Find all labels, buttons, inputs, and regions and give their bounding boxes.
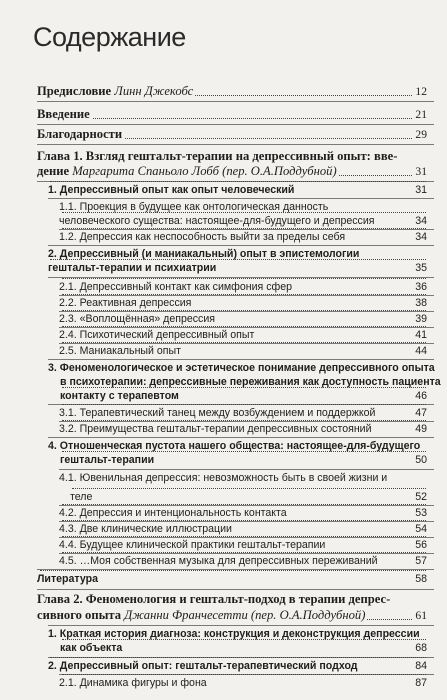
entry-title: 2.4. Психотический депрессивный опыт xyxy=(59,329,255,341)
page-number: 61 xyxy=(415,609,427,622)
entry-title: 4. Отношенческая пустота нашего общества: настоящее-для-будущего xyxy=(48,440,421,452)
page-number: 44 xyxy=(415,345,427,357)
page-number: 34 xyxy=(415,231,427,243)
divider xyxy=(59,295,434,296)
divider xyxy=(59,421,434,422)
page-number: 38 xyxy=(415,297,427,309)
entry-author: Маргарита Спаньоло Лобб (пер. О.А.Поддубной) xyxy=(69,164,337,178)
divider xyxy=(59,553,434,554)
page-number: 84 xyxy=(415,660,427,672)
page-number: 31 xyxy=(415,165,427,178)
entry-title: дение xyxy=(37,164,70,178)
entry-title: 4.4. Будущее клинической практики гештальт-терапии xyxy=(59,539,326,551)
divider xyxy=(48,245,434,246)
entry-title: Благодарности xyxy=(37,127,123,141)
entry-author: Джанни Франчесетти (пер. О.А.Поддубной) xyxy=(121,608,366,622)
divider xyxy=(48,625,434,626)
entry-title: 4.1. Ювенильная депрессия: невозможность быть в своей жизни и xyxy=(59,472,388,484)
entry-title: сивного опыта xyxy=(37,608,122,622)
divider xyxy=(59,469,434,470)
entry-title: 2.5. Маниакальный опыт xyxy=(59,345,181,357)
chapter-2-title-line1[interactable] xyxy=(0,593,447,608)
divider xyxy=(59,327,434,328)
entry-title: гештальт-терапии xyxy=(60,454,155,466)
entry-title: 2.1. Депрессивный контакт как симфония сфер xyxy=(59,281,293,293)
page-number: 87 xyxy=(415,677,427,689)
page-number: 57 xyxy=(415,555,427,567)
divider xyxy=(37,144,434,145)
entry-title: 1.1. Проекция в будущее как онтологическая данность xyxy=(59,201,329,213)
page-number: 58 xyxy=(415,573,427,585)
entry-title: 4.3. Две клинические иллюстрации xyxy=(59,523,232,535)
page-number: 49 xyxy=(415,423,427,435)
page-number: 31 xyxy=(415,184,427,196)
page-title: Содержание xyxy=(33,22,186,52)
divider xyxy=(48,437,434,438)
divider xyxy=(37,101,434,102)
entry-title: 2. Депрессивный опыт: гештальт-терапевтический подход xyxy=(48,660,358,672)
entry-title: контакту с терапевтом xyxy=(60,390,179,402)
page-number: 39 xyxy=(415,313,427,325)
entry-title: 1. Депрессивный опыт как опыт человеческий xyxy=(48,184,295,196)
divider xyxy=(59,311,434,312)
page-number: 29 xyxy=(415,128,427,141)
page-number: 34 xyxy=(415,215,427,227)
page-number: 54 xyxy=(415,523,427,535)
divider xyxy=(59,505,434,506)
toc-entry-preface[interactable] xyxy=(0,85,447,98)
entry-title: 2. Депрессивный (и маниакальный) опыт в эпистемологии xyxy=(48,248,360,260)
entry-title: гештальт-терапии и психиатрии xyxy=(48,262,217,274)
divider xyxy=(37,589,434,590)
entry-title: 2.1. Динамика фигуры и фона xyxy=(59,677,207,689)
divider xyxy=(59,343,434,344)
entry-title: 3.1. Терапевтический танец между возбуждением и поддержкой xyxy=(59,407,376,419)
page-number: 12 xyxy=(415,85,427,98)
entry-title: 4.5. …Моя собственная музыка для депрессивных переживаний xyxy=(59,555,378,567)
page-number: 21 xyxy=(415,108,427,121)
divider xyxy=(37,124,434,125)
toc-entry-acknowledgements[interactable] xyxy=(0,128,447,141)
toc-entry-chapter-2[interactable] xyxy=(0,609,447,622)
page-number: 53 xyxy=(415,507,427,519)
divider xyxy=(59,521,434,522)
entry-title: Литература xyxy=(37,573,98,585)
divider xyxy=(59,537,434,538)
entry-title: 1.2. Депрессия как неспособность выйти за пределы себя xyxy=(59,231,346,243)
page-number: 35 xyxy=(415,262,427,274)
divider xyxy=(48,198,434,199)
page-number: 41 xyxy=(415,329,427,341)
entry-title: Глава 2. Феноменология и гештальт-подход в терапии депрес- xyxy=(37,592,391,606)
toc-entry-chapter-1[interactable] xyxy=(0,165,447,178)
entry-title: теле xyxy=(70,491,93,503)
entry-title: 2.3. «Воплощённая» депрессия xyxy=(59,313,216,325)
entry-title: Введение xyxy=(37,107,90,121)
page-number: 56 xyxy=(415,539,427,551)
entry-title: Предисловие xyxy=(37,84,112,98)
toc-entry-introduction[interactable] xyxy=(0,108,447,121)
page-number: 36 xyxy=(415,281,427,293)
entry-title: как объекта xyxy=(60,642,123,654)
entry-title: 1. Краткая история диагноза: конструкция и деконструкция депрессии xyxy=(48,628,420,640)
chapter-1-title-line1[interactable]: Глава 1. Взгляд гештальт-терапии на депрессивный опыт: вве- xyxy=(37,149,398,163)
divider xyxy=(48,359,434,360)
entry-title: в психотерапии: депрессивные переживания как доступность пациента xyxy=(60,376,441,388)
page-number: 50 xyxy=(415,454,427,466)
page-number: 47 xyxy=(415,407,427,419)
page-number: 52 xyxy=(415,491,427,503)
entry-title: 2.2. Реактивная депрессия xyxy=(59,297,192,309)
entry-title: 3.2. Преимущества гештальт-терапии депрессивных состояний xyxy=(59,423,372,435)
page-number: 46 xyxy=(415,390,427,402)
entry-author: Линн Джекобс xyxy=(111,84,194,98)
entry-title: 4.2. Депрессия и интенциональность контакта xyxy=(59,507,287,519)
divider xyxy=(59,229,434,230)
entry-title: человеческого существа: настоящее-для-будущего и депрессия xyxy=(59,215,375,227)
entry-title: 3. Феноменологическое и эстетическое понимание депрессивного опыта xyxy=(48,362,435,374)
page-number: 68 xyxy=(415,642,427,654)
